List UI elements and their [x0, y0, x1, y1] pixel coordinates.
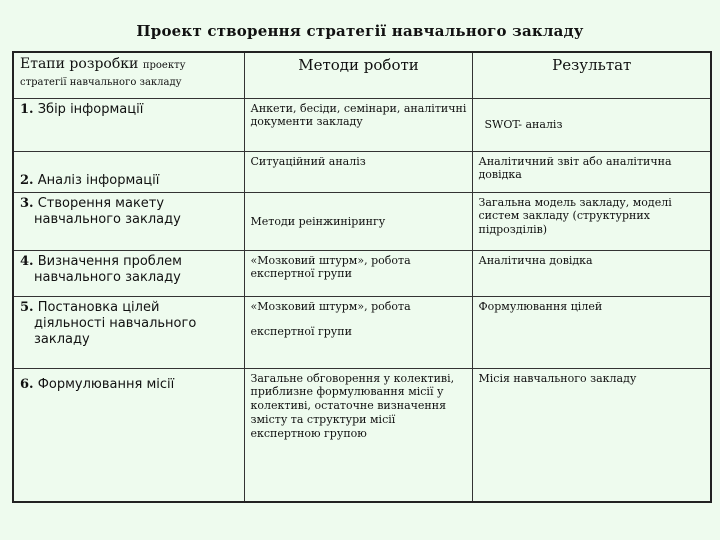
- methods-cell: Анкети, бесіди, семінари, аналітичні документи закладу: [244, 98, 472, 151]
- stage-cell: [13, 98, 244, 151]
- table-row: [13, 192, 711, 250]
- stage-cell: [13, 192, 244, 250]
- table-header-row: [13, 52, 711, 98]
- stage-label: Аналіз інформації: [37, 173, 160, 189]
- stage-label: Постановка цілей: [37, 299, 160, 315]
- result-cell: Аналітичний звіт або аналітична довідка: [472, 151, 711, 192]
- methods-cell: Методи реінжинірингу: [244, 192, 472, 250]
- header-result: Результат: [472, 52, 711, 98]
- table-row: [13, 151, 711, 192]
- header-stages-small: проекту: [142, 60, 186, 71]
- stage-cell: [13, 296, 244, 368]
- header-methods: Методи роботи: [244, 52, 472, 98]
- page-title: Проект створення стратегії навчального закладу: [136, 22, 584, 40]
- stage-cell: [13, 368, 244, 502]
- table-row: [13, 250, 711, 296]
- result-cell: Місія навчального закладу: [472, 368, 711, 502]
- stage-number: 2.: [20, 173, 34, 189]
- stage-number: 1.: [20, 101, 34, 117]
- header-stages-main: Етапи розробки: [20, 56, 139, 72]
- methods-cell: Загальне обговорення у колективі, приблизне формулювання місії у колективі, остаточне визначення змісту та структури місії експертною групою: [244, 368, 472, 502]
- stage-label-line2: діяльності навчального закладу: [34, 315, 197, 347]
- result-cell: SWOT- аналіз: [472, 98, 711, 151]
- stage-label-line2: навчального закладу: [34, 269, 181, 285]
- stage-number: 3.: [20, 195, 34, 211]
- stage-cell: [13, 151, 244, 192]
- strategy-table: [12, 51, 712, 503]
- result-cell: Формулювання цілей: [472, 296, 711, 368]
- stage-label: Створення макету: [37, 195, 165, 211]
- header-stages: [13, 52, 244, 98]
- stage-label: Збір інформації: [37, 101, 144, 117]
- table-row: [13, 368, 711, 502]
- result-cell: Аналітична довідка: [472, 250, 711, 296]
- methods-cell: Ситуаційний аналіз: [244, 151, 472, 192]
- header-stages-sub: стратегії навчального закладу: [20, 76, 182, 88]
- methods-cell: [244, 296, 472, 368]
- result-cell: Загальна модель закладу, моделі систем закладу (структурних підрозділів): [472, 192, 711, 250]
- stage-label: Формулювання місії: [37, 376, 175, 392]
- methods-line1: «Мозковий штурм», робота: [250, 299, 411, 313]
- stage-label: Визначення проблем: [37, 253, 182, 269]
- stage-number: 4.: [20, 253, 34, 269]
- stage-number: 5.: [20, 299, 34, 315]
- table-row: [13, 296, 711, 368]
- stage-cell: [13, 250, 244, 296]
- methods-line2: експертної групи: [250, 325, 352, 339]
- table-row: [13, 98, 711, 151]
- stage-number: 6.: [20, 376, 34, 392]
- stage-label-line2: навчального закладу: [34, 211, 181, 227]
- methods-cell: «Мозковий штурм», робота експертної групи: [244, 250, 472, 296]
